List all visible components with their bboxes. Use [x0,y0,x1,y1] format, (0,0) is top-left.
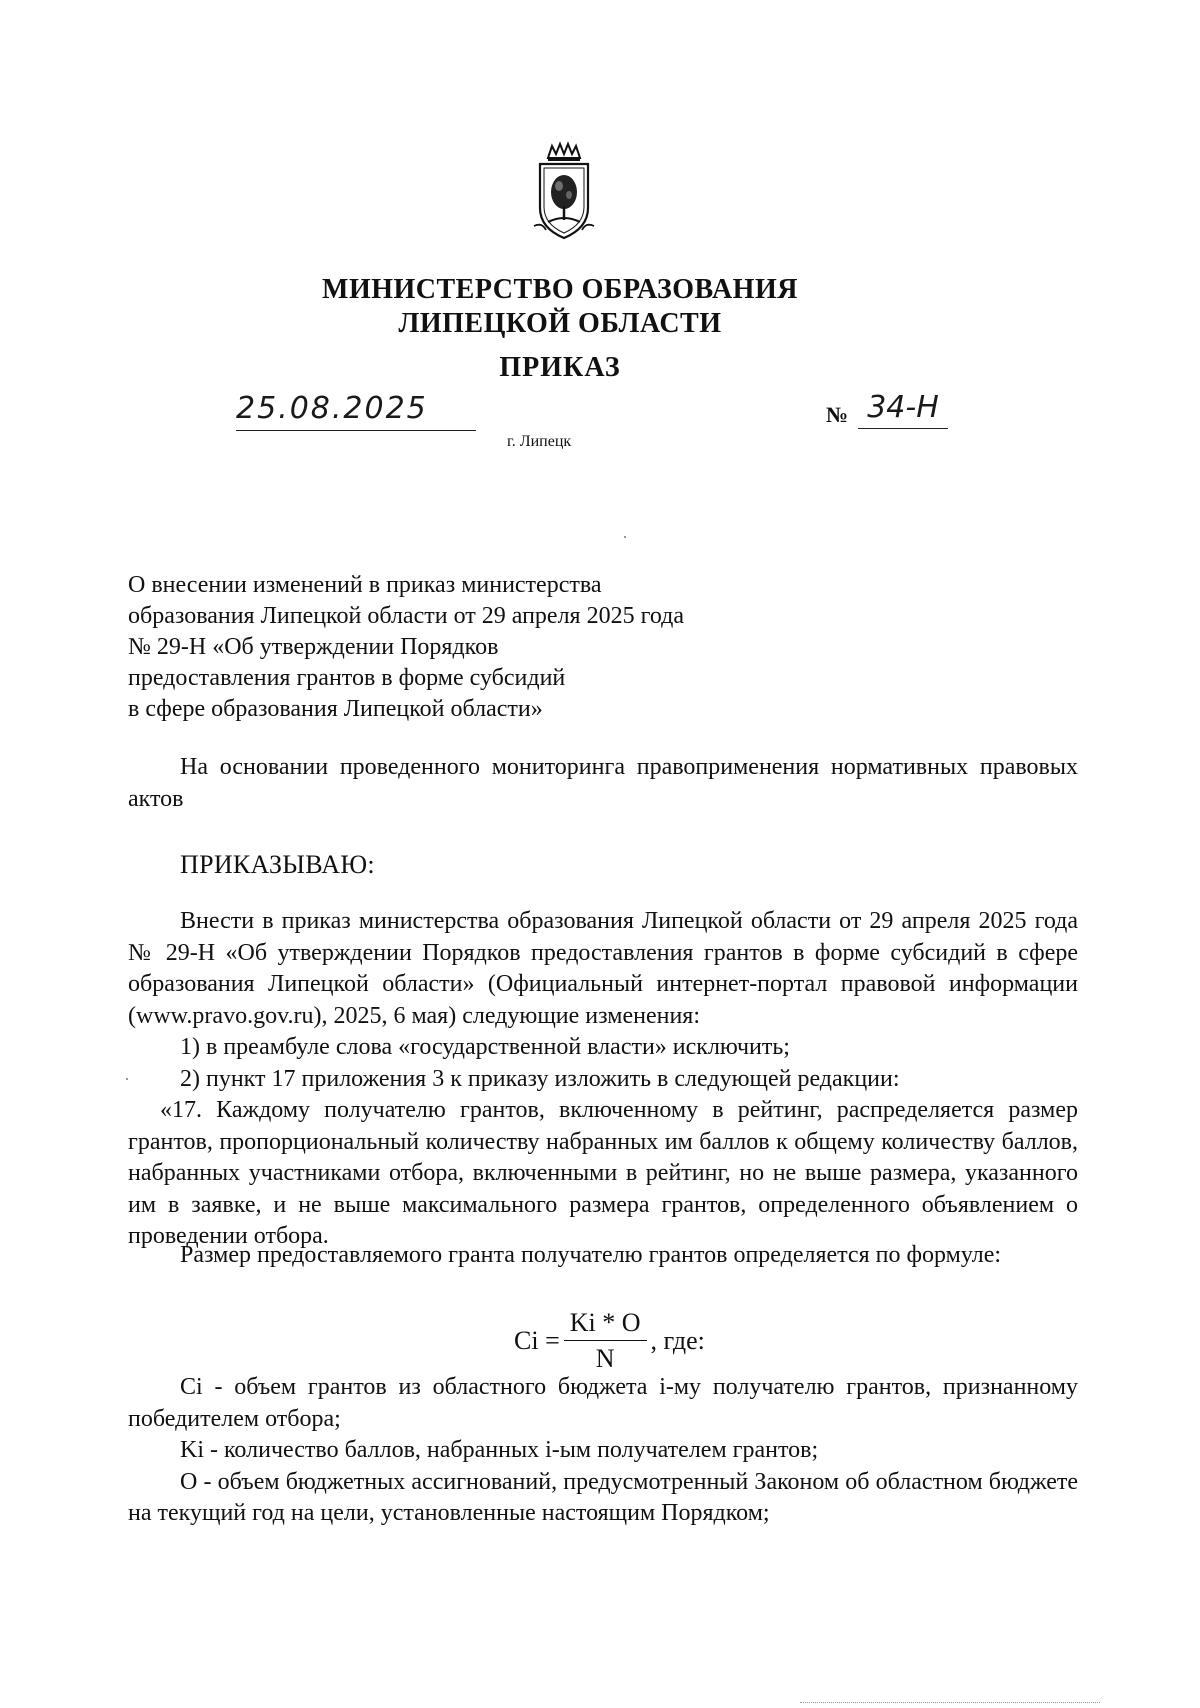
title-line: О внесении изменений в приказ министерства [128,572,602,598]
scan-speck [624,536,626,538]
formula-numerator: Ki * O [564,1308,647,1341]
formula-suffix: , где: [650,1326,705,1355]
handwritten-number: 34-Н [858,388,948,429]
order-word: ПРИКАЗЫВАЮ: [180,850,375,879]
formula-definitions [128,1372,1078,1530]
ministry-name-line-2: ЛИПЕЦКОЙ ОБЛАСТИ [398,308,722,339]
formula-fraction [564,1308,647,1375]
document-type: ПРИКАЗ [499,352,621,383]
formula-denominator: N [595,1343,615,1373]
title-line: образования Липецкой области от 29 апреля 2025 года [128,603,685,629]
point-17-paragraph: «17. Каждому получателю грантов, включенному в рейтинг, распределяется размер грантов, пропорциональный количеству набранных им баллов к общему количеству баллов, набранных участниками отбора, включенными в рейтинг, но не выше размера, указанного им в заявке, и не выше максимального размера грантов, определенного объявлением о проведении отбора. [128,1097,1078,1249]
definition-ki: Ki - количество баллов, набранных i-ым получателем грантов; [180,1437,819,1463]
size-intro-block [128,1240,1078,1272]
intro-paragraph: Внести в приказ министерства образования Липецкой области от 29 апреля 2025 года № 29-Н «Об утверждении Порядков предоставления грантов в форме субсидий в сфере образования Липецкой области» (Официальный интернет-портал правовой информации (www.pravo.gov.ru), 2025, 6 мая) следующие изменения: [128,908,1078,1029]
handwritten-date: 25.08.2025 [236,388,476,431]
coat-of-arms-emblem [532,140,596,244]
list-item-1: 1) в преамбуле слова «государственной власти» исключить; [180,1034,790,1060]
size-intro-paragraph: Размер предоставляемого гранта получателю грантов определяется по формуле: [180,1242,1002,1268]
title-line: № 29-Н «Об утверждении Порядков [128,634,499,660]
definition-o: О - объем бюджетных ассигнований, предусмотренный Законом об областном бюджете на текущий год на цели, установленные настоящим Порядком; [128,1468,1078,1526]
basis-paragraph: На основании проведенного мониторинга правоприменения нормативных правовых актов [128,754,1078,812]
number-label: № [826,402,849,427]
title-line: в сфере образования Липецкой области» [128,696,543,722]
footer-scan-line [800,1702,1100,1703]
document-title [128,570,684,725]
definition-ci: Ci - объем грантов из областного бюджета i-му получателю грантов, признанному победителем отбора; [128,1374,1078,1432]
grant-formula [514,1306,705,1376]
title-line: предоставления грантов в форме субсидий [128,665,566,691]
basis-paragraph-block [128,752,1078,815]
list-item-2: 2) пункт 17 приложения 3 к приказу изложить в следующей редакции: [180,1065,900,1092]
ministry-name-line-1: МИНИСТЕРСТВО ОБРАЗОВАНИЯ [322,274,798,305]
city-name: г. Липецк [507,433,572,450]
formula-lhs: Ci = [514,1326,560,1355]
order-content [128,906,1078,1253]
